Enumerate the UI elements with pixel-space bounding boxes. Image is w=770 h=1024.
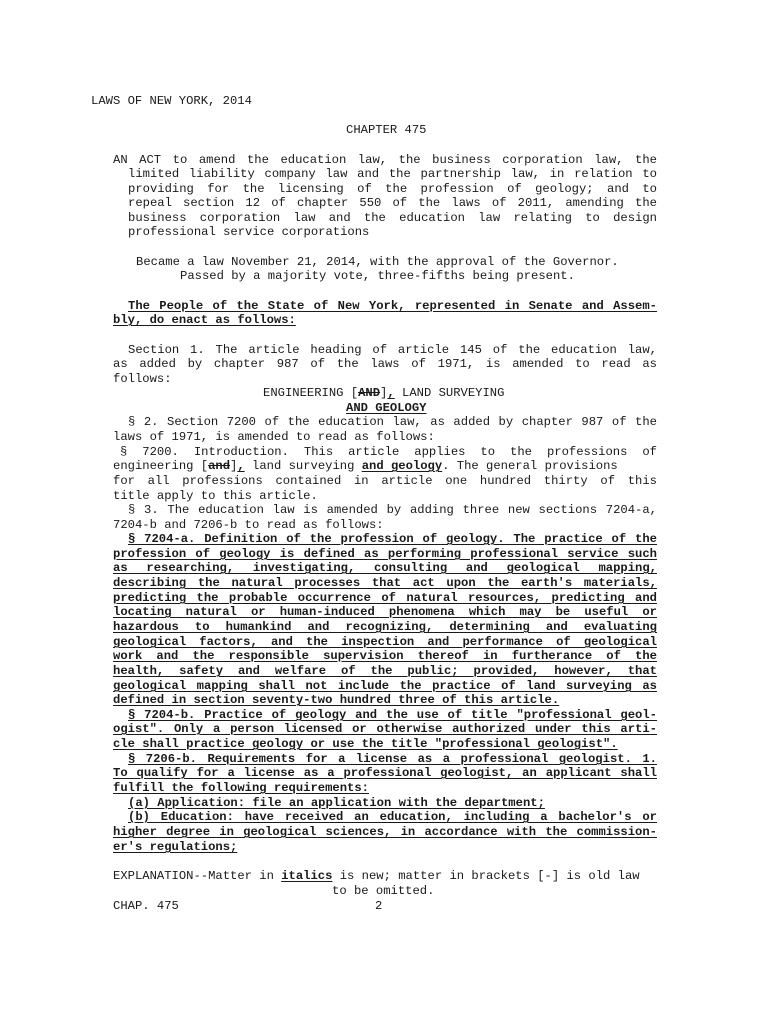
- new-section-7204a: work and the responsible supervision thereof in furtherance of the: [113, 649, 657, 663]
- requirement-item-b: (b) Education: have received an education, including a bachelor's or: [128, 810, 657, 824]
- explanation-note: to be omitted.: [332, 884, 435, 898]
- heading-text: ENGINEERING [: [263, 386, 359, 400]
- law-source-header: LAWS OF NEW YORK, 2014: [91, 94, 252, 108]
- approval-line: Passed by a majority vote, three-fifths being present.: [180, 269, 575, 283]
- new-section-7206b: To qualify for a license as a professional geologist, an applicant shall: [113, 766, 657, 780]
- section-2-text: § 2. Section 7200 of the education law, as added by chapter 987 of the: [128, 415, 657, 429]
- section-1-text: as added by chapter 987 of the laws of 1971, is amended to read as: [113, 357, 657, 371]
- section-7200-text: for all professions contained in article one hundred thirty of this: [113, 474, 657, 488]
- section-2-text: laws of 1971, is amended to read as follows:: [113, 430, 435, 444]
- chapter-title: CHAPTER 475: [346, 123, 427, 137]
- article-heading-new: AND GEOLOGY: [346, 401, 427, 415]
- new-section-7204a: geological mapping shall not include the practice of land surveying as: [113, 679, 657, 693]
- enacting-clause: bly, do enact as follows:: [113, 313, 296, 327]
- new-section-7204a: profession of geology is defined as performing professional service such: [113, 547, 657, 561]
- new-section-7204a: geological factors, and the inspection and performance of geological: [113, 635, 657, 649]
- italics-keyword: italics: [281, 869, 333, 883]
- statute-text: . The general provisions: [442, 459, 618, 473]
- new-section-7204a: § 7204-a. Definition of the profession of geology. The practice of the: [128, 532, 657, 546]
- section-7200-text: [113, 459, 657, 474]
- article-heading: [263, 386, 504, 401]
- explanation-text: is new; matter in brackets [-] is old law: [332, 869, 640, 883]
- page-number: 2: [375, 899, 383, 913]
- explanation-text: EXPLANATION--Matter in: [113, 869, 282, 883]
- deleted-text: AND: [358, 386, 381, 400]
- heading-text: LAND SURVEYING: [394, 386, 505, 400]
- act-title-line: professional service corporations: [128, 225, 370, 239]
- approval-line: Became a law November 21, 2014, with the approval of the Governor.: [136, 255, 619, 269]
- heading-text: ]: [380, 386, 388, 400]
- new-section-7204a: health, safety and welfare of the public; provided, however, that: [113, 664, 657, 678]
- section-7200-text: § 7200. Introduction. This article applies to the professions of: [120, 445, 657, 459]
- inserted-text: ,: [387, 386, 395, 400]
- chapter-footer: CHAP. 475: [113, 899, 179, 913]
- requirement-item-b: er's regulations;: [113, 840, 238, 854]
- section-1-text: Section 1. The article heading of article 145 of the education law,: [128, 343, 657, 357]
- statute-text: engineering [: [113, 459, 209, 473]
- requirement-item-a: (a) Application: file an application with the department;: [128, 796, 545, 810]
- section-7200-text: title apply to this article.: [113, 489, 318, 503]
- explanation-note: [113, 869, 640, 884]
- new-section-7206b: fulfill the following requirements:: [113, 781, 369, 795]
- enacting-clause: The People of the State of New York, represented in Senate and Assem-: [128, 299, 657, 313]
- deleted-text: and: [208, 459, 231, 473]
- new-section-7204b: § 7204-b. Practice of geology and the use of title "professional geol-: [128, 708, 657, 722]
- new-section-7204b: cle shall practice geology or use the title "professional geologist".: [113, 737, 618, 751]
- act-title-line: AN ACT to amend the education law, the business corporation law, the: [113, 153, 657, 167]
- new-section-7206b: § 7206-b. Requirements for a license as a professional geologist. 1.: [128, 752, 657, 766]
- section-1-text: follows:: [113, 372, 172, 386]
- act-title-line: providing for the licensing of the profession of geology; and to: [128, 182, 657, 196]
- requirement-item-b: higher degree in geological sciences, in accordance with the commission-: [113, 825, 657, 839]
- act-title-line: repeal section 12 of chapter 550 of the laws of 2011, amending the: [128, 196, 657, 210]
- new-section-7204a: locating natural or human-induced phenomena which may be useful or: [113, 605, 657, 619]
- new-section-7204a: defined in section seventy-two hundred three of this article.: [113, 693, 560, 707]
- statute-text: ]: [230, 459, 238, 473]
- act-title-line: business corporation law and the education law relating to design: [128, 211, 657, 225]
- new-section-7204a: predicting the probable occurrence of natural resources, predicting and: [113, 591, 657, 605]
- inserted-text: ,: [237, 459, 245, 473]
- new-section-7204b: ogist". Only a person licensed or otherwise authorized under this arti-: [113, 722, 657, 736]
- act-title-line: limited liability company law and the partnership law, in relation to: [128, 167, 657, 181]
- new-section-7204a: as researching, investigating, consulting and geological mapping,: [113, 561, 657, 575]
- new-section-7204a: hazardous to humankind and recognizing, determining and evaluating: [113, 620, 657, 634]
- inserted-text: and geology: [361, 459, 443, 473]
- section-3-text: § 3. The education law is amended by adding three new sections 7204-a,: [128, 503, 657, 517]
- new-section-7204a: describing the natural processes that act upon the earth's materials,: [113, 576, 657, 590]
- section-3-text: 7204-b and 7206-b to read as follows:: [113, 518, 384, 532]
- statute-text: land surveying: [244, 459, 362, 473]
